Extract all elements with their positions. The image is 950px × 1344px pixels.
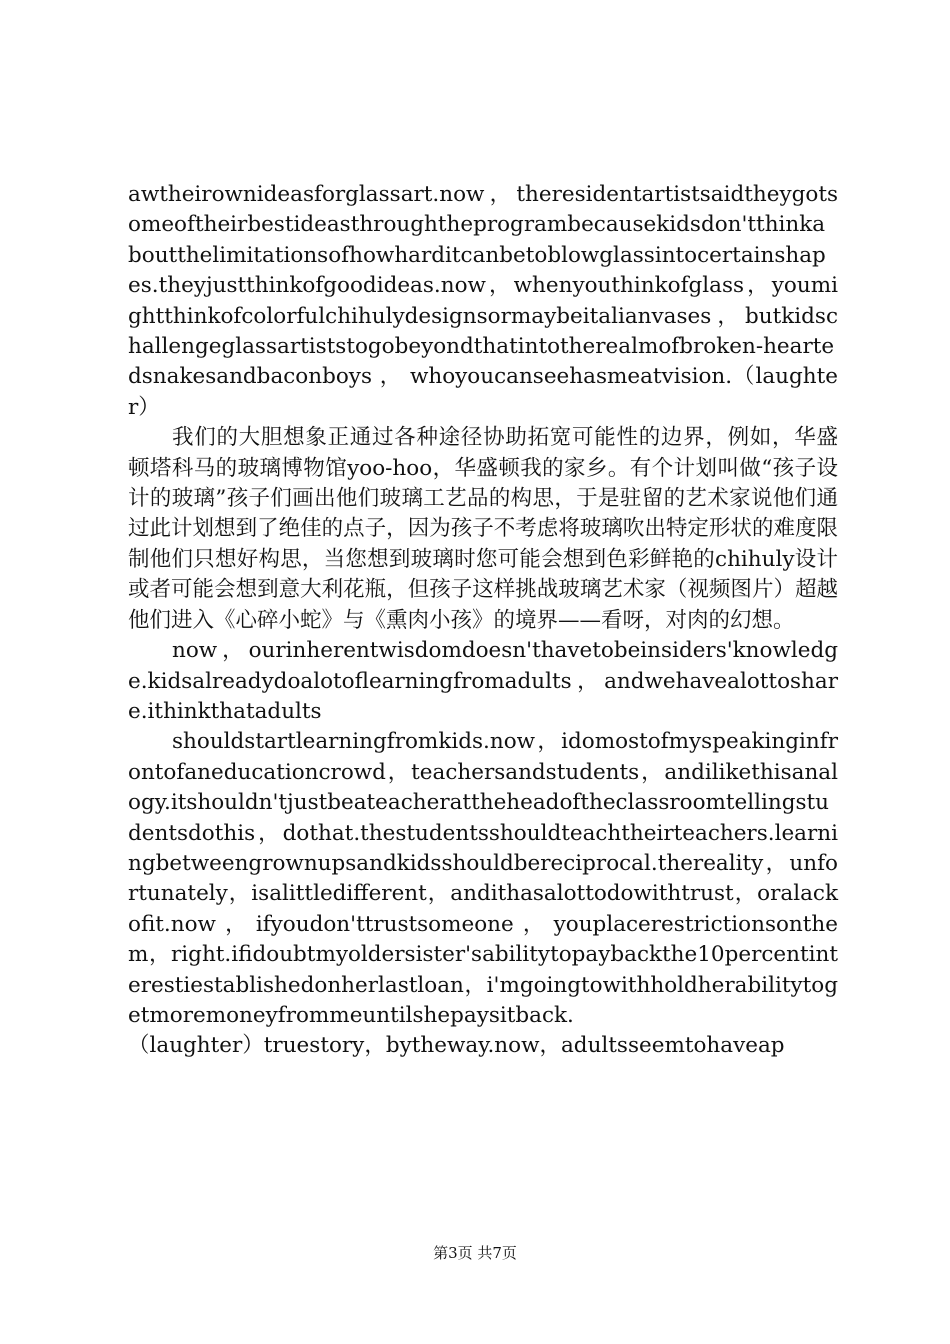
paragraph-english-2: now，ourinherentwisdomdoesn'thavetobeinsiders'knowledge.kidsalreadydoalotoflearningfromadults，andwehavealottoshare.ithinkthatadults [128,638,838,724]
page-number-footer: 第3页 共7页 [433,1244,517,1262]
paragraph-chinese-translation: 我们的大胆想象正通过各种途径协助拓宽可能性的边界，例如，华盛顿塔科马的玻璃博物馆yoo-hoo，华盛顿我的家乡。有个计划叫做“孩子设计的玻璃”孩子们画出他们玻璃工艺品的构思，于是驻留的艺术家说他们通过此计划想到了绝佳的点子，因为孩子不考虑将玻璃吹出特定形状的难度限制他们只想好构思，当您想到玻璃时您可能会想到色彩鲜艳的chihuly设计或者可能会想到意大利花瓶，但孩子这样挑战玻璃艺术家（视频图片）超越他们进入《心碎小蛇》与《熏肉小孩》的境界——看呀，对肉的幻想。 [128,425,838,633]
page-body [128,180,838,1062]
paragraph-english-3: shouldstartlearningfromkids.now，idomostofmyspeakinginfrontofaneducationcrowd，teachersandstudents，andilikethisanalogy.itshouldn'tjustbeateacherattheheadoftheclassroomtellingstudentsdothis，dothat.thestudentsshouldteachtheirteachers.learningbetweengrownupsandkidsshouldbereciprocal.thereality，unfortunately，isalittledifferent，andithasalottodowithtrust，oralackofit.now，ifyoudon'ttrustsomeone，youplacerestrictionsonthem，right.ifidoubtmyoldersister'sabilitytopaybackthe10percentinterestiestablishedonherlastloan，i'mgoingtowithholdherabilitytogetmoremoneyfrommeuntilshepaysitback. [128,729,838,1028]
paragraph-english-4: （laughter）truestory，bytheway.now，adultsseemtohaveap [128,1033,785,1059]
paragraph-english-1: awtheirownideasforglassart.now，theresidentartistsaidtheygotsomeoftheirbestideasthroughtheprogrambecausekidsdon'tthinkaboutthelimitationsofhowharditcanbetoblowglassintocertainshapes.theyjustthinkofgoodideas.now，whenyouthinkofglass，youmightthinkofcolorfulchihulydesignsormaybeitalianvases，butkidschallengeglassartiststogobeyondthatintotherealmofbroken-heartedsnakesandbaconboys ， whoyoucanseehasmeatvision.（laughter） [128,182,838,420]
